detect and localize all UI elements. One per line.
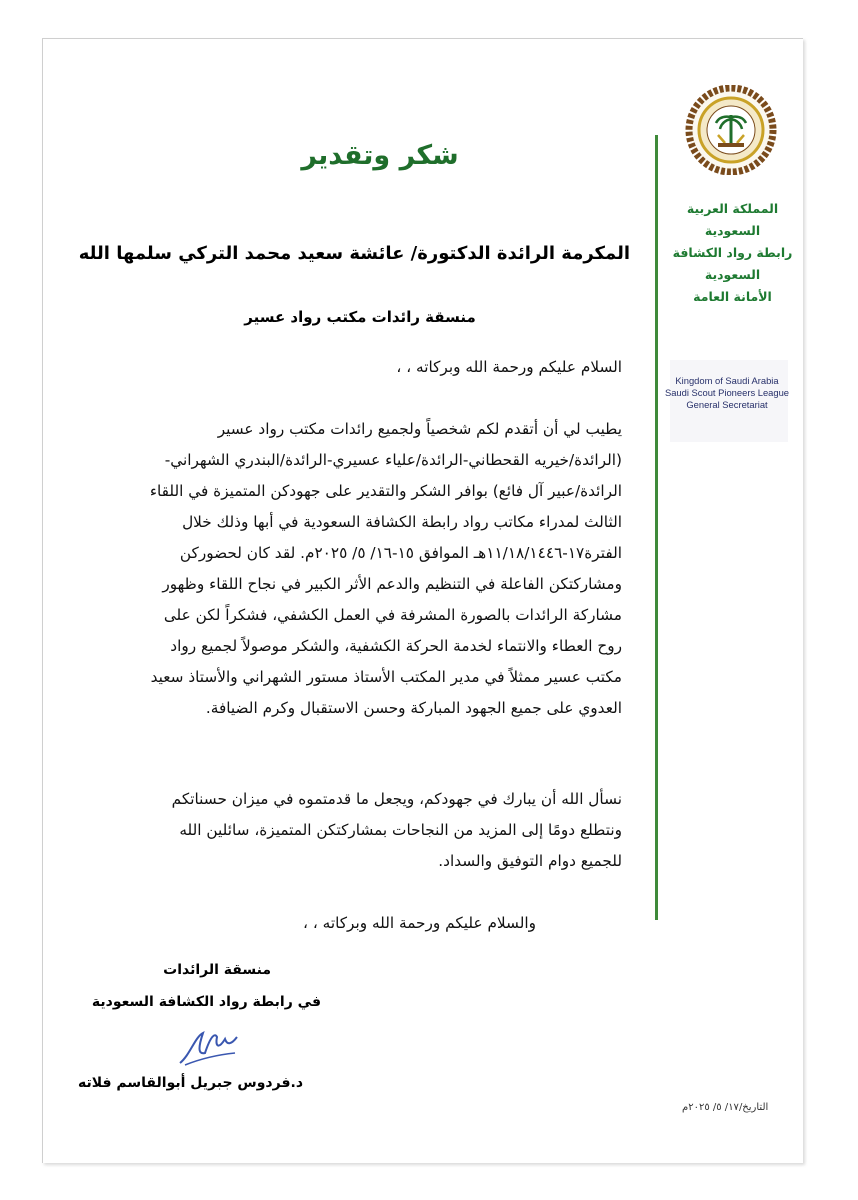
org-ar-line: رابطة رواد الكشافة	[672, 245, 793, 260]
org-en-line: Kingdom of Saudi Arabia	[675, 375, 779, 386]
paragraph-line: (الرائدة/خيريه القحطاني-الرائدة/علياء عسيري-الرائدة/البندري الشهراني-	[164, 451, 622, 469]
paragraph-line: العدوي على جميع الجهود المباركة وحسن الاستقبال وكرم الضيافة.	[205, 699, 622, 717]
closing-salutation: والسلام عليكم ورحمة الله وبركاته ، ،	[303, 914, 536, 932]
paragraph-line: الثالث لمدراء مكاتب رواد رابطة الكشافة السعودية في أبها وذلك خلال	[182, 513, 622, 531]
handwritten-signature	[175, 1025, 245, 1070]
org-en-line: Saudi Scout Pioneers League	[664, 387, 790, 398]
org-ar-line: الأمانة العامة	[693, 289, 772, 304]
addressee-position: منسقة رائدات مكتب رواد عسير	[244, 308, 476, 326]
letter-addressee: المكرمة الرائدة الدكتورة/ عائشة سعيد محمد التركي سلمها الله	[78, 243, 630, 264]
letter-title: شكر وتقدير	[301, 140, 459, 171]
signatory-title: منسقة الرائدات	[163, 962, 271, 978]
letter-date: التاريخ/١٧/ ٥/ ٢٠٢٥م	[682, 1102, 769, 1113]
signatory-organization: في رابطة رواد الكشافة السعودية	[91, 994, 321, 1010]
paragraph-line: للجميع دوام التوفيق والسداد.	[438, 852, 622, 870]
org-ar-line: السعودية	[704, 223, 761, 238]
paragraph-line: الفترة١٧-١١/١٨/١٤٤٦هـ الموافق ١٥-١٦/ ٥/ ٢٠٢٥م. لقد كان لحضوركن	[179, 544, 622, 562]
org-ar-line: المملكة العربية	[686, 201, 779, 216]
paragraph-line: الرائدة/عبير آل فائع) بوافر الشكر والتقدير على جهودكن المتميزة في اللقاء	[149, 482, 622, 500]
paragraph-line: نسأل الله أن يبارك في جهودكم، ويجعل ما قدمتموه في ميزان حسناتكم	[171, 790, 622, 808]
scout-emblem-logo	[680, 85, 782, 175]
paragraph-line: مشاركة الرائدات بالصورة المشرفة في العمل الكشفي، فشكراً لكن على	[163, 606, 622, 624]
paragraph-line: مكتب عسير ممثلاً في مدير المكتب الأستاذ مستور الشهراني والأستاذ سعيد	[150, 668, 622, 686]
organization-name-english	[664, 375, 790, 411]
paragraph-line: ومشاركتكن الفاعلة في التنظيم والدعم الأثر الكبير في نجاح اللقاء وظهور	[162, 575, 622, 593]
org-en-line: General Secretariat	[686, 399, 768, 410]
organization-name-arabic	[640, 198, 825, 308]
paragraph-line: يطيب لي أن أتقدم لكم شخصياً ولجميع رائدات مكتب رواد عسير	[217, 420, 622, 438]
paragraph-line: روح العطاء والانتماء لخدمة الحركة الكشفية، والشكر موصولاً لجميع رواد	[170, 637, 622, 655]
signatory-name: د.فردوس جبريل أبوالقاسم فلاته	[78, 1075, 303, 1091]
paragraph-line: ونتطلع دومًا إلى المزيد من النجاحات بمشاركتكن المتميزة، سائلين الله	[179, 821, 622, 839]
greeting: السلام عليكم ورحمة الله وبركاته ، ،	[396, 358, 622, 376]
org-ar-line: السعودية	[704, 267, 761, 282]
